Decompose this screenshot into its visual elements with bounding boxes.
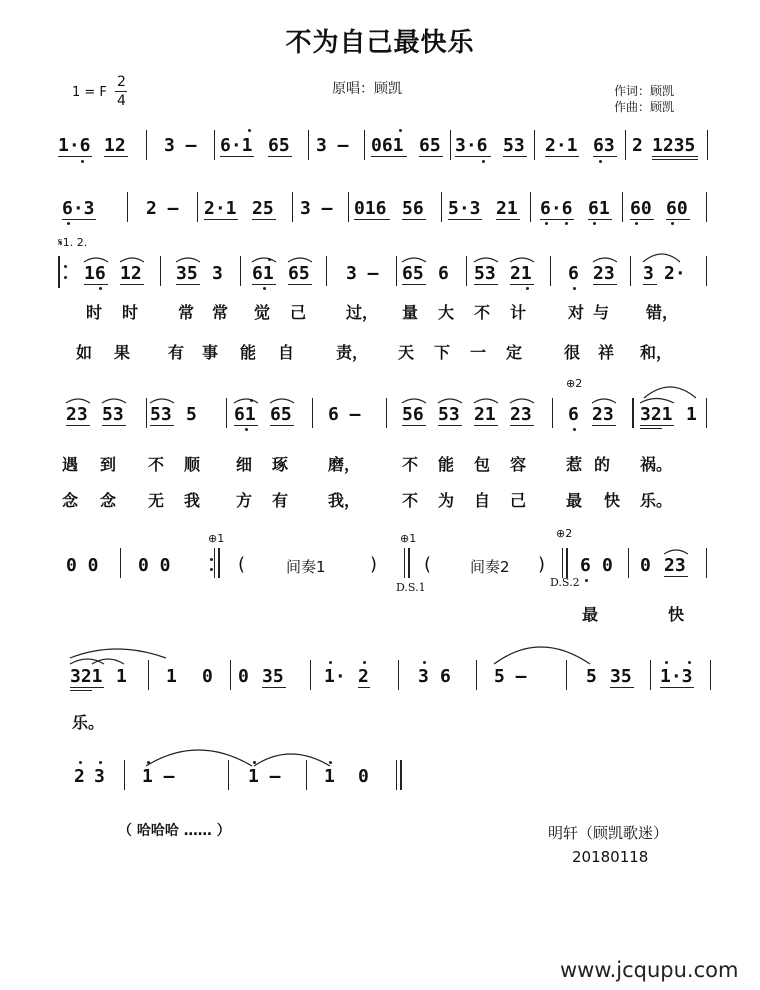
lyric-char: 能 — [240, 343, 257, 362]
note-group: 53 — [150, 404, 172, 425]
note-group: 321 — [640, 404, 673, 425]
note-group: 3 – — [346, 263, 379, 284]
note-group: 3·6 — [455, 135, 488, 156]
lyric-char: 我 — [184, 491, 201, 510]
lyric-char: 琢 — [272, 455, 289, 474]
note-group: 1 – — [142, 766, 175, 787]
lyric-char: 如 — [76, 343, 93, 362]
note-group: 23 — [66, 404, 88, 425]
note-group: 25 — [252, 198, 274, 219]
lyric-char: 大 — [438, 303, 455, 322]
lyric-char: 果 — [114, 343, 131, 362]
note-group: 3 — [212, 263, 223, 284]
time-sig-top: 2 — [117, 74, 126, 90]
lyric-char: 容 — [510, 455, 527, 474]
interlude-1: 间奏1 — [286, 558, 326, 576]
lyric-char: 事 — [202, 343, 219, 362]
lyric-char: 常 — [178, 303, 195, 322]
lyric-char: 时 — [122, 303, 139, 322]
lyric-char: 最 — [582, 605, 599, 624]
note-group: 2· — [664, 263, 686, 284]
key-signature: 1 = F — [72, 85, 107, 100]
note-group: 0 — [238, 666, 249, 687]
note-group: 1 — [116, 666, 127, 687]
lyric-char: 计 — [510, 303, 527, 322]
lyric-char: 时 — [86, 303, 103, 322]
note-group: 2 — [74, 766, 85, 787]
arranger-credit: 明轩（顾凯歌迷） — [548, 824, 669, 842]
note-group: 53 — [474, 263, 496, 284]
note-group: 2 – — [146, 198, 179, 219]
note-group: 65 — [270, 404, 292, 425]
lyric-char: 到 — [100, 455, 117, 474]
note-group: 6 — [438, 263, 449, 284]
note-group: 3 — [643, 263, 654, 284]
coda-1-mark-b: ⊕1 — [400, 532, 417, 545]
interlude-2: 间奏2 — [470, 558, 510, 576]
lyric-char: 常 — [212, 303, 229, 322]
lyric-char: 念 — [100, 491, 117, 510]
note-group: 12 — [104, 135, 126, 156]
note-group: 6 — [568, 404, 579, 425]
note-group: 3 – — [164, 135, 197, 156]
note-group: 3 — [418, 666, 429, 687]
note-group: 56 — [402, 404, 424, 425]
lyric-char: 不 — [402, 491, 419, 510]
coda-2-mark: ⊕2 — [566, 377, 583, 390]
lyric-char: 过， — [346, 303, 379, 322]
paren-open: ( — [238, 554, 246, 575]
lyric-char: 方 — [236, 491, 253, 510]
lyric-char: 遇 — [62, 455, 79, 474]
lyric-char: 包 — [474, 455, 491, 474]
note-group: 16 — [84, 263, 106, 284]
lyric-char: 对 — [568, 303, 585, 322]
note-group: 6 – — [328, 404, 361, 425]
note-group: 2·1 — [545, 135, 578, 156]
ds-2-mark: D.S.2 — [550, 576, 580, 589]
lyric-char: 不 — [474, 303, 491, 322]
lyric-char: 定 — [506, 343, 523, 362]
composer-credit: 作曲：顾凯 — [614, 100, 675, 114]
note-group: 65 — [419, 135, 441, 156]
watermark: www.jcqupu.com — [560, 958, 739, 982]
note-group: 321 — [70, 666, 103, 687]
lyric-char: 最 — [566, 491, 583, 510]
note-group: 65 — [268, 135, 290, 156]
rest-group: 0 0 — [138, 555, 171, 576]
note-group: 21 — [496, 198, 518, 219]
note-group: 2·1 — [204, 198, 237, 219]
note-group: 1· — [324, 666, 346, 687]
lyric-char: 念 — [62, 491, 79, 510]
note-group: 65 — [288, 263, 310, 284]
note-group: 61 — [234, 404, 256, 425]
note-group: 6·3 — [62, 198, 95, 219]
note-group: 2 — [632, 135, 643, 156]
note-group: 1 – — [248, 766, 281, 787]
lyric-char: 能 — [438, 455, 455, 474]
paren-open: ( — [424, 554, 432, 575]
lyric-char: 有 — [272, 491, 289, 510]
note-group: 56 — [402, 198, 424, 219]
rest-group: 0 0 — [66, 555, 99, 576]
note-group: 53 — [102, 404, 124, 425]
note-group: 35 — [262, 666, 284, 687]
lyric-char: 无 — [148, 491, 165, 510]
lyric-char: 很 — [564, 343, 581, 362]
lyric-char: 惹 — [566, 455, 583, 474]
note-group: 0 — [202, 666, 213, 687]
lyric-end: 乐。 — [72, 713, 105, 732]
note-group: 061 — [371, 135, 404, 156]
note-group: 23 — [510, 404, 532, 425]
paren-close: ) — [370, 554, 378, 575]
segno-volta-mark: 𝄋1. 2. — [58, 236, 88, 249]
lyric-char: 我， — [328, 491, 361, 510]
note-group: 6 — [568, 263, 579, 284]
lyric-char: 责， — [336, 343, 369, 362]
lyric-char: 的 — [594, 455, 611, 474]
lyric-char: 不 — [402, 455, 419, 474]
lyric-char: 己 — [510, 491, 527, 510]
note-group: 1 — [324, 766, 335, 787]
lyric-char: 一 — [470, 343, 487, 362]
singer-credit: 原唱：顾凯 — [332, 81, 402, 97]
note-group: 60 — [666, 198, 688, 219]
note-group: 35 — [610, 666, 632, 687]
note-group: 1·6 — [58, 135, 91, 156]
lyric-char: 自 — [474, 491, 491, 510]
lyric-char: 量 — [402, 303, 419, 322]
time-sig-bottom: 4 — [117, 93, 126, 109]
note-group: 5 – — [494, 666, 527, 687]
note-group: 12 — [120, 263, 142, 284]
lyric-char: 己 — [290, 303, 307, 322]
note: 0 — [602, 555, 613, 576]
lyric-char: 错， — [646, 303, 679, 322]
note-group: 61 — [252, 263, 274, 284]
lyric-char: 细 — [236, 455, 253, 474]
note-group: 0 — [358, 766, 369, 787]
note-group: 2 — [358, 666, 369, 687]
coda-2-mark-b: ⊕2 — [556, 527, 573, 540]
note-group: 1 — [686, 404, 697, 425]
note-group: 21 — [474, 404, 496, 425]
lyric-char: 有 — [168, 343, 185, 362]
lyric-char: 磨， — [328, 455, 361, 474]
note-group: 3 – — [300, 198, 333, 219]
lyric-char: 不 — [148, 455, 165, 474]
coda-1-mark: ⊕1 — [208, 532, 225, 545]
note: 0 — [640, 555, 651, 576]
lyric-char: 天 — [398, 343, 415, 362]
lyric-char: 下 — [434, 343, 451, 362]
note-group: 53 — [503, 135, 525, 156]
lyric-char: 乐。 — [640, 491, 673, 510]
note-group: 65 — [402, 263, 424, 284]
lyric-char: 祸。 — [640, 455, 673, 474]
note-group: 3 – — [316, 135, 349, 156]
lyric-char: 快 — [668, 605, 685, 624]
note-group: 23 — [664, 555, 686, 576]
note-group: 35 — [176, 263, 198, 284]
note-group: 5 — [186, 404, 197, 425]
note-group: 63 — [593, 135, 615, 156]
note-group: 60 — [630, 198, 652, 219]
paren-close: ) — [538, 554, 546, 575]
note-group: 61 — [588, 198, 610, 219]
note-group: 6·1 — [220, 135, 253, 156]
ds-1-mark: D.S.1 — [396, 581, 426, 594]
lyric-char: 与 — [593, 303, 610, 322]
note-group: 53 — [438, 404, 460, 425]
lyric-char: 觉 — [254, 303, 271, 322]
lyric-char: 为 — [438, 491, 455, 510]
lyric-char: 自 — [278, 343, 295, 362]
note-group: 23 — [592, 404, 614, 425]
note-group: 1 — [166, 666, 177, 687]
note-group: 6·6 — [540, 198, 573, 219]
lyric-char: 和， — [640, 343, 673, 362]
date-stamp: 20180118 — [572, 848, 649, 866]
note: 6 — [580, 555, 591, 576]
note-group: 23 — [593, 263, 615, 284]
lyric-char: 祥 — [598, 343, 615, 362]
note-group: 5·3 — [448, 198, 481, 219]
note-group: 3 — [94, 766, 105, 787]
note-group: 1235 — [652, 135, 696, 156]
lyric-char: 顺 — [184, 455, 201, 474]
note-group: 6 — [440, 666, 451, 687]
page-title: 不为自己最快乐 — [285, 28, 475, 58]
note-group: 016 — [354, 198, 387, 219]
note-group: 5 — [586, 666, 597, 687]
lyricist-credit: 作词：顾凯 — [614, 84, 675, 98]
laugh-lyric: （ 哈哈哈 …… ） — [118, 823, 231, 839]
note-group: 1·3 — [660, 666, 693, 687]
note-group: 21 — [510, 263, 532, 284]
lyric-char: 快 — [604, 491, 621, 510]
